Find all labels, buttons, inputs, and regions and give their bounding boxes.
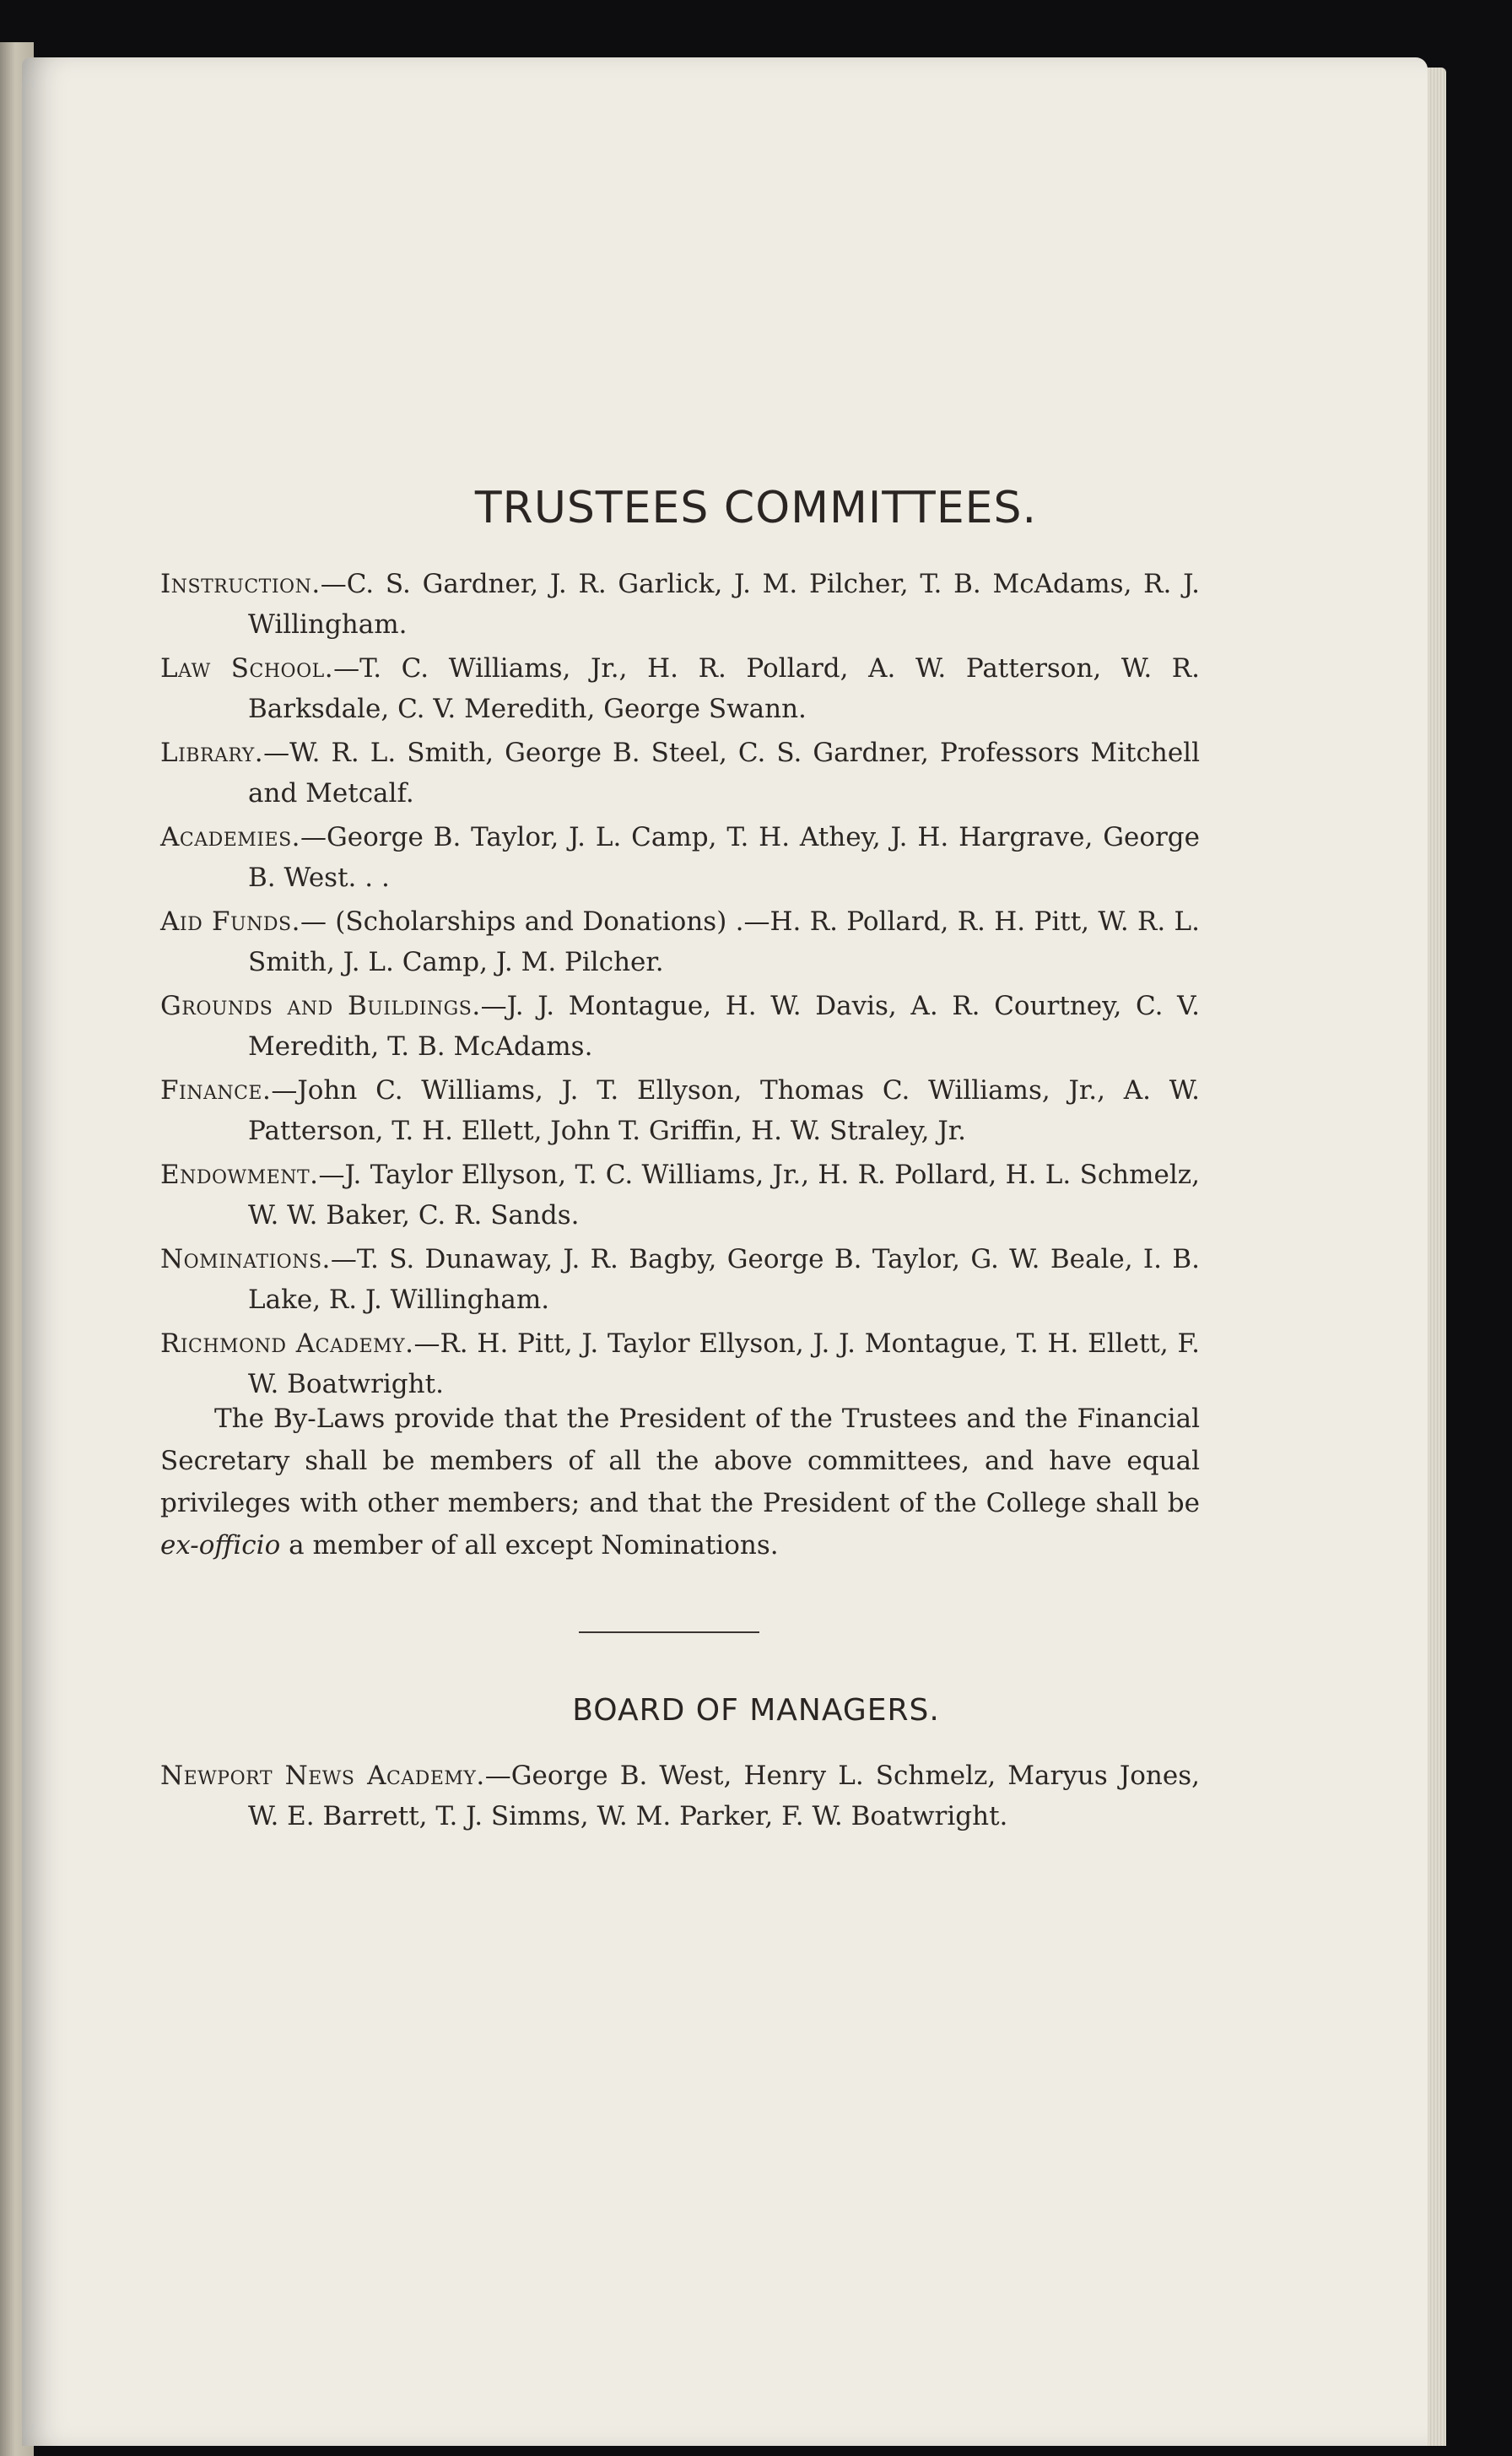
- committee-members: —John C. Williams, J. T. Ellyson, Thomas C. Williams, Jr., A. W. Patterson, T. H. Ellett, John T. Griffin, H. W. Straley, Jr.: [248, 1075, 1200, 1146]
- committee-members: —George B. Taylor, J. L. Camp, T. H. Athey, J. H. Hargrave, George B. West. . .: [248, 822, 1200, 893]
- board-members: —George B. West, Henry L. Schmelz, Maryus Jones, W. E. Barrett, T. J. Simms, W. M. Parker, F. W. Boatwright.: [248, 1761, 1200, 1831]
- board-label: Newport News Academy.: [160, 1761, 485, 1791]
- committee-members: —C. S. Gardner, J. R. Garlick, J. M. Pilcher, T. B. McAdams, R. J. Willingham.: [248, 569, 1200, 640]
- committee-members: —J. J. Montague, H. W. Davis, A. R. Courtney, C. V. Meredith, T. B. McAdams.: [248, 991, 1200, 1062]
- committee-entry: [160, 1239, 1200, 1320]
- bylaws-note-italic: ex-officio: [160, 1530, 281, 1561]
- committee-label: Grounds and Buildings.: [160, 991, 481, 1021]
- board-entry: [160, 1755, 1200, 1837]
- bylaws-note-text: The By-Laws provide that the President of the Trustees and the Financial Secretary shall be members of all the above committees, and have equal privileges with other members; and that the President of the College shall be: [160, 1404, 1200, 1518]
- committee-entry: [160, 648, 1200, 729]
- committee-label: Academies.: [160, 822, 301, 852]
- committee-members: —W. R. L. Smith, George B. Steel, C. S. Gardner, Professors Mitchell and Metcalf.: [248, 738, 1200, 809]
- committee-entry: [160, 986, 1200, 1067]
- committee-label: Finance.: [160, 1075, 272, 1106]
- committee-label: Richmond Academy.: [160, 1328, 414, 1359]
- committee-list: [160, 564, 1200, 1408]
- committee-members: —J. Taylor Ellyson, T. C. Williams, Jr., H. R. Pollard, H. L. Schmelz, W. W. Baker, C. R. Sands.: [248, 1160, 1200, 1231]
- section-divider: [579, 1631, 759, 1633]
- committee-label: Library.: [160, 738, 264, 768]
- committee-entry: [160, 817, 1200, 898]
- committee-label: Law School.: [160, 653, 334, 684]
- committee-entry: [160, 1155, 1200, 1236]
- board-title: BOARD OF MANAGERS.: [572, 1693, 940, 1728]
- page-title: TRUSTEES COMMITTEES.: [474, 483, 1038, 533]
- committee-entry: [160, 1323, 1200, 1404]
- committee-members: —T. S. Dunaway, J. R. Bagby, George B. Taylor, G. W. Beale, I. B. Lake, R. J. Willingham.: [248, 1244, 1200, 1315]
- committee-label: Endowment.: [160, 1160, 319, 1190]
- committee-label: Nominations.: [160, 1244, 331, 1274]
- committee-entry: [160, 733, 1200, 814]
- bylaws-note: [160, 1398, 1200, 1566]
- committee-label: Instruction.: [160, 569, 321, 599]
- committee-entry: [160, 901, 1200, 982]
- committee-entry: [160, 564, 1200, 645]
- committee-members: — (Scholarships and Donations) .—H. R. Pollard, R. H. Pitt, W. R. L. Smith, J. L. Camp, J. M. Pilcher.: [248, 906, 1200, 977]
- committee-label: Aid Funds.: [160, 906, 300, 937]
- committee-entry: [160, 1070, 1200, 1151]
- bylaws-note-text-end: a member of all except Nominations.: [280, 1530, 779, 1561]
- committee-members: —R. H. Pitt, J. Taylor Ellyson, J. J. Montague, T. H. Ellett, F. W. Boatwright.: [248, 1328, 1200, 1399]
- committee-members: —T. C. Williams, Jr., H. R. Pollard, A. W. Patterson, W. R. Barksdale, C. V. Meredith, George Swann.: [248, 653, 1200, 724]
